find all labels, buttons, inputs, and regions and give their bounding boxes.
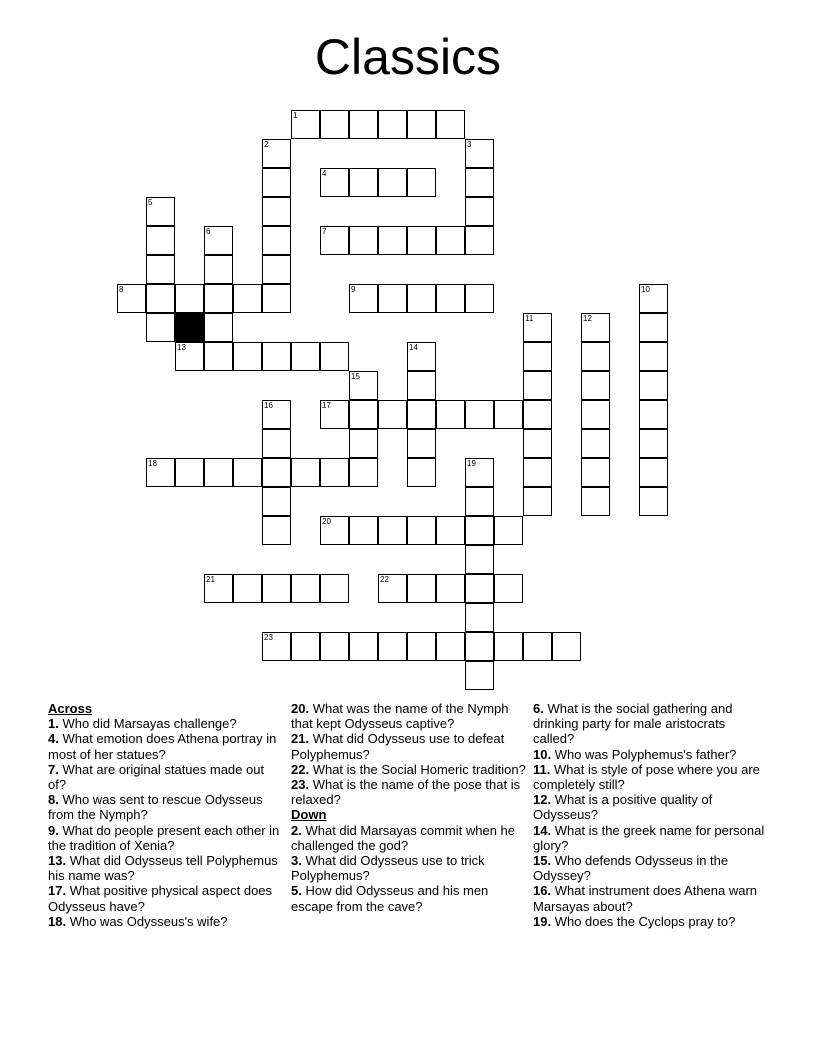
clue-number: 12 [583, 314, 592, 323]
grid-cell[interactable] [262, 458, 291, 487]
grid-cell[interactable] [465, 139, 494, 168]
grid-cell[interactable] [291, 574, 320, 603]
clue-number: 16 [264, 401, 273, 410]
clues-column-2 [291, 701, 527, 914]
grid-cell[interactable] [465, 458, 494, 487]
grid-cell[interactable] [146, 197, 175, 226]
clue-text: What is the Social Homeric tradition? [312, 761, 526, 777]
grid-cell[interactable] [204, 313, 233, 342]
grid-cell[interactable] [639, 371, 668, 400]
grid-cell[interactable] [349, 632, 378, 661]
clue-number: 18 [148, 459, 157, 468]
clue-item [291, 823, 527, 853]
grid-cell[interactable] [117, 284, 146, 313]
grid-cell[interactable] [378, 110, 407, 139]
clue-number: 16. [533, 883, 552, 899]
grid-cell[interactable] [407, 226, 436, 255]
clue-item [48, 914, 284, 929]
grid-cell[interactable] [523, 632, 552, 661]
clues-column-1 [48, 701, 284, 929]
clue-item [291, 701, 527, 731]
grid-cell[interactable] [291, 632, 320, 661]
clue-item [48, 731, 284, 761]
grid-cell[interactable] [262, 429, 291, 458]
clue-number: 12. [533, 792, 552, 808]
clue-item [291, 731, 527, 761]
grid-cell[interactable] [436, 632, 465, 661]
grid-cell[interactable] [407, 632, 436, 661]
clue-text: What emotion does Athena portray in most of her statues? [48, 731, 277, 762]
grid-cell[interactable] [262, 197, 291, 226]
clue-text: What is the social gathering and drinking party for male aristocrats called? [533, 701, 733, 747]
grid-cell[interactable] [204, 255, 233, 284]
grid-cell[interactable] [262, 342, 291, 371]
grid-cell[interactable] [494, 516, 523, 545]
grid-cell[interactable] [465, 545, 494, 574]
grid-cell[interactable] [233, 342, 262, 371]
clue-number: 7 [322, 227, 327, 236]
grid-cell[interactable] [581, 342, 610, 371]
clue-number: 14 [409, 343, 418, 352]
grid-cell[interactable] [320, 400, 349, 429]
grid-cell[interactable] [291, 342, 320, 371]
grid-cell[interactable] [291, 110, 320, 139]
clue-text: What are original statues made out of? [48, 761, 265, 793]
grid-cell[interactable] [378, 168, 407, 197]
grid-cell[interactable] [581, 487, 610, 516]
clue-text: What is style of pose where you are completely still? [533, 761, 760, 793]
grid-cell[interactable] [407, 284, 436, 313]
grid-cell[interactable] [349, 400, 378, 429]
clue-item [533, 914, 769, 929]
clue-number: 21 [206, 575, 215, 584]
clue-number: 20 [322, 517, 331, 526]
grid-cell[interactable] [204, 342, 233, 371]
clue-number: 17 [322, 401, 331, 410]
grid-cell[interactable] [523, 400, 552, 429]
clue-text: What did Odysseus use to defeat Polyphemus? [291, 731, 505, 762]
clue-item [291, 762, 527, 777]
grid-cell[interactable] [465, 603, 494, 632]
grid-cell[interactable] [523, 342, 552, 371]
grid-block [175, 313, 204, 342]
grid-cell[interactable] [523, 458, 552, 487]
clue-item [533, 701, 769, 747]
grid-cell[interactable] [407, 110, 436, 139]
grid-cell[interactable] [407, 168, 436, 197]
clue-item [533, 792, 769, 822]
grid-cell[interactable] [320, 168, 349, 197]
clue-number: 7. [48, 761, 59, 777]
grid-cell[interactable] [378, 284, 407, 313]
grid-cell[interactable] [465, 661, 494, 690]
clue-number: 9 [351, 285, 356, 294]
clue-number: 8. [48, 792, 59, 808]
grid-cell[interactable] [523, 371, 552, 400]
grid-cell[interactable] [320, 516, 349, 545]
grid-cell[interactable] [349, 110, 378, 139]
clue-number: 23 [264, 633, 273, 642]
clue-item [48, 792, 284, 822]
grid-cell[interactable] [494, 400, 523, 429]
clue-item [533, 747, 769, 762]
grid-cell[interactable] [320, 342, 349, 371]
grid-cell[interactable] [320, 226, 349, 255]
clue-number: 11 [525, 314, 534, 323]
grid-cell[interactable] [262, 400, 291, 429]
clue-number: 9. [48, 822, 59, 838]
clues-column-3 [533, 701, 769, 929]
grid-cell[interactable] [465, 516, 494, 545]
grid-cell[interactable] [378, 400, 407, 429]
grid-cell[interactable] [262, 139, 291, 168]
grid-cell[interactable] [262, 284, 291, 313]
grid-cell[interactable] [436, 226, 465, 255]
clue-number: 11. [533, 761, 551, 777]
grid-cell[interactable] [639, 342, 668, 371]
grid-cell[interactable] [407, 371, 436, 400]
clue-number: 5. [291, 883, 302, 899]
clue-item [48, 823, 284, 853]
grid-cell[interactable] [407, 574, 436, 603]
grid-cell[interactable] [233, 574, 262, 603]
clue-text: What is the greek name for personal glory? [533, 822, 765, 853]
grid-cell[interactable] [146, 458, 175, 487]
clue-number: 3. [291, 853, 302, 869]
clue-number: 8 [119, 285, 124, 294]
clue-item [291, 883, 527, 913]
clue-text: Who was Polyphemus's father? [554, 746, 737, 762]
clue-number: 15. [533, 853, 552, 869]
grid-cell[interactable] [262, 168, 291, 197]
grid-cell[interactable] [465, 574, 494, 603]
grid-cell[interactable] [494, 574, 523, 603]
clue-text: What is a positive quality of Odysseus? [533, 792, 713, 823]
grid-cell[interactable] [146, 313, 175, 342]
grid-cell[interactable] [175, 284, 204, 313]
clue-number: 4 [322, 169, 327, 178]
clue-number: 2 [264, 140, 269, 149]
grid-cell[interactable] [349, 284, 378, 313]
grid-cell[interactable] [349, 226, 378, 255]
clue-number: 23. [291, 777, 310, 793]
grid-cell[interactable] [436, 110, 465, 139]
grid-cell[interactable] [581, 313, 610, 342]
clue-item [291, 853, 527, 883]
clue-number: 14. [533, 822, 552, 838]
grid-cell[interactable] [262, 632, 291, 661]
clue-number: 13 [177, 343, 186, 352]
grid-cell[interactable] [407, 400, 436, 429]
grid-cell[interactable] [639, 313, 668, 342]
grid-cell[interactable] [436, 400, 465, 429]
clue-number: 19 [467, 459, 476, 468]
clue-number: 17. [48, 883, 67, 899]
grid-cell[interactable] [465, 284, 494, 313]
clue-item [48, 883, 284, 913]
grid-cell[interactable] [639, 458, 668, 487]
grid-cell[interactable] [291, 458, 320, 487]
grid-cell[interactable] [407, 516, 436, 545]
grid-cell[interactable] [378, 516, 407, 545]
clue-number: 18. [48, 913, 67, 929]
grid-cell[interactable] [146, 226, 175, 255]
clue-item [48, 853, 284, 883]
grid-cell[interactable] [581, 429, 610, 458]
clue-text: Who did Marsayas challenge? [62, 716, 237, 732]
grid-cell[interactable] [146, 255, 175, 284]
clue-item [533, 762, 769, 792]
clue-number: 6 [206, 227, 211, 236]
grid-cell[interactable] [552, 632, 581, 661]
grid-cell[interactable] [349, 516, 378, 545]
grid-cell[interactable] [349, 429, 378, 458]
clue-text: How did Odysseus and his men escape from the cave? [291, 883, 489, 914]
grid-cell[interactable] [320, 632, 349, 661]
clue-number: 2. [291, 822, 302, 838]
grid-cell[interactable] [262, 255, 291, 284]
grid-cell[interactable] [233, 458, 262, 487]
grid-cell[interactable] [523, 313, 552, 342]
grid-cell[interactable] [523, 487, 552, 516]
grid-cell[interactable] [204, 574, 233, 603]
page-title: Classics [314, 29, 502, 85]
clue-number: 3 [467, 140, 472, 149]
grid-cell[interactable] [349, 458, 378, 487]
across-heading: Across [48, 701, 93, 716]
grid-cell[interactable] [639, 487, 668, 516]
clue-number: 15 [351, 372, 360, 381]
clue-text: What do people present each other in the tradition of Xenia? [48, 822, 280, 853]
grid-cell[interactable] [523, 429, 552, 458]
clue-number: 20. [291, 701, 310, 716]
grid-cell[interactable] [465, 168, 494, 197]
grid-cell[interactable] [262, 226, 291, 255]
grid-cell[interactable] [262, 487, 291, 516]
grid-cell[interactable] [436, 516, 465, 545]
grid-cell[interactable] [378, 226, 407, 255]
grid-cell[interactable] [436, 284, 465, 313]
clue-text: What instrument does Athena warn Marsayas about? [533, 883, 758, 914]
grid-cell[interactable] [436, 574, 465, 603]
clue-number: 5 [148, 198, 153, 207]
clue-number: 1. [48, 716, 59, 732]
clue-text: Who defends Odysseus in the Odyssey? [533, 853, 729, 884]
clue-text: What did Odysseus use to trick Polyphemus? [291, 853, 485, 884]
clue-item [48, 762, 284, 792]
grid-cell[interactable] [581, 400, 610, 429]
grid-cell[interactable] [378, 632, 407, 661]
clue-item [533, 823, 769, 853]
clue-text: What was the name of the Nymph that kept Odysseus captive? [291, 701, 509, 732]
grid-cell[interactable] [407, 458, 436, 487]
grid-cell[interactable] [204, 226, 233, 255]
clue-number: 6. [533, 701, 544, 716]
clue-text: What did Odysseus tell Polyphemus his name was? [48, 853, 278, 884]
grid-cell[interactable] [494, 632, 523, 661]
grid-cell[interactable] [175, 458, 204, 487]
clue-text: Who was Odysseus's wife? [69, 913, 228, 929]
clue-text: What positive physical aspect does Odysseus have? [48, 883, 273, 914]
grid-cell[interactable] [581, 458, 610, 487]
grid-cell[interactable] [465, 400, 494, 429]
clue-number: 19. [533, 913, 552, 929]
grid-cell[interactable] [349, 168, 378, 197]
grid-cell[interactable] [204, 458, 233, 487]
grid-cell[interactable] [465, 487, 494, 516]
clue-text: What is the name of the pose that is relaxed? [291, 777, 521, 808]
grid-cell[interactable] [349, 371, 378, 400]
grid-cell[interactable] [175, 342, 204, 371]
grid-cell[interactable] [407, 429, 436, 458]
grid-cell[interactable] [320, 110, 349, 139]
clue-item [533, 853, 769, 883]
clue-text: What did Marsayas commit when he challenged the god? [291, 822, 515, 853]
clue-number: 22. [291, 761, 310, 777]
grid-cell[interactable] [320, 458, 349, 487]
grid-cell[interactable] [262, 516, 291, 545]
grid-cell[interactable] [465, 632, 494, 661]
down-heading: Down [291, 807, 327, 823]
grid-cell[interactable] [465, 197, 494, 226]
grid-cell[interactable] [146, 284, 175, 313]
clue-number: 22 [380, 575, 389, 584]
grid-cell[interactable] [465, 226, 494, 255]
clue-item [291, 777, 527, 807]
clue-text: Who does the Cyclops pray to? [554, 913, 736, 929]
clue-item [48, 716, 284, 731]
clue-number: 13. [48, 853, 67, 869]
grid-cell[interactable] [639, 400, 668, 429]
clue-text: Who was sent to rescue Odysseus from the Nymph? [48, 792, 263, 823]
grid-cell[interactable] [320, 574, 349, 603]
grid-cell[interactable] [407, 342, 436, 371]
clue-number: 21. [291, 731, 310, 747]
clue-number: 10 [641, 285, 650, 294]
clue-number: 4. [48, 731, 59, 747]
grid-cell[interactable] [204, 284, 233, 313]
grid-cell[interactable] [262, 574, 291, 603]
grid-cell[interactable] [233, 284, 262, 313]
grid-cell[interactable] [639, 429, 668, 458]
grid-cell[interactable] [581, 371, 610, 400]
clue-item [533, 883, 769, 913]
grid-cell[interactable] [639, 284, 668, 313]
clue-number: 1 [293, 111, 298, 120]
clue-number: 10. [533, 746, 552, 762]
grid-cell[interactable] [378, 574, 407, 603]
